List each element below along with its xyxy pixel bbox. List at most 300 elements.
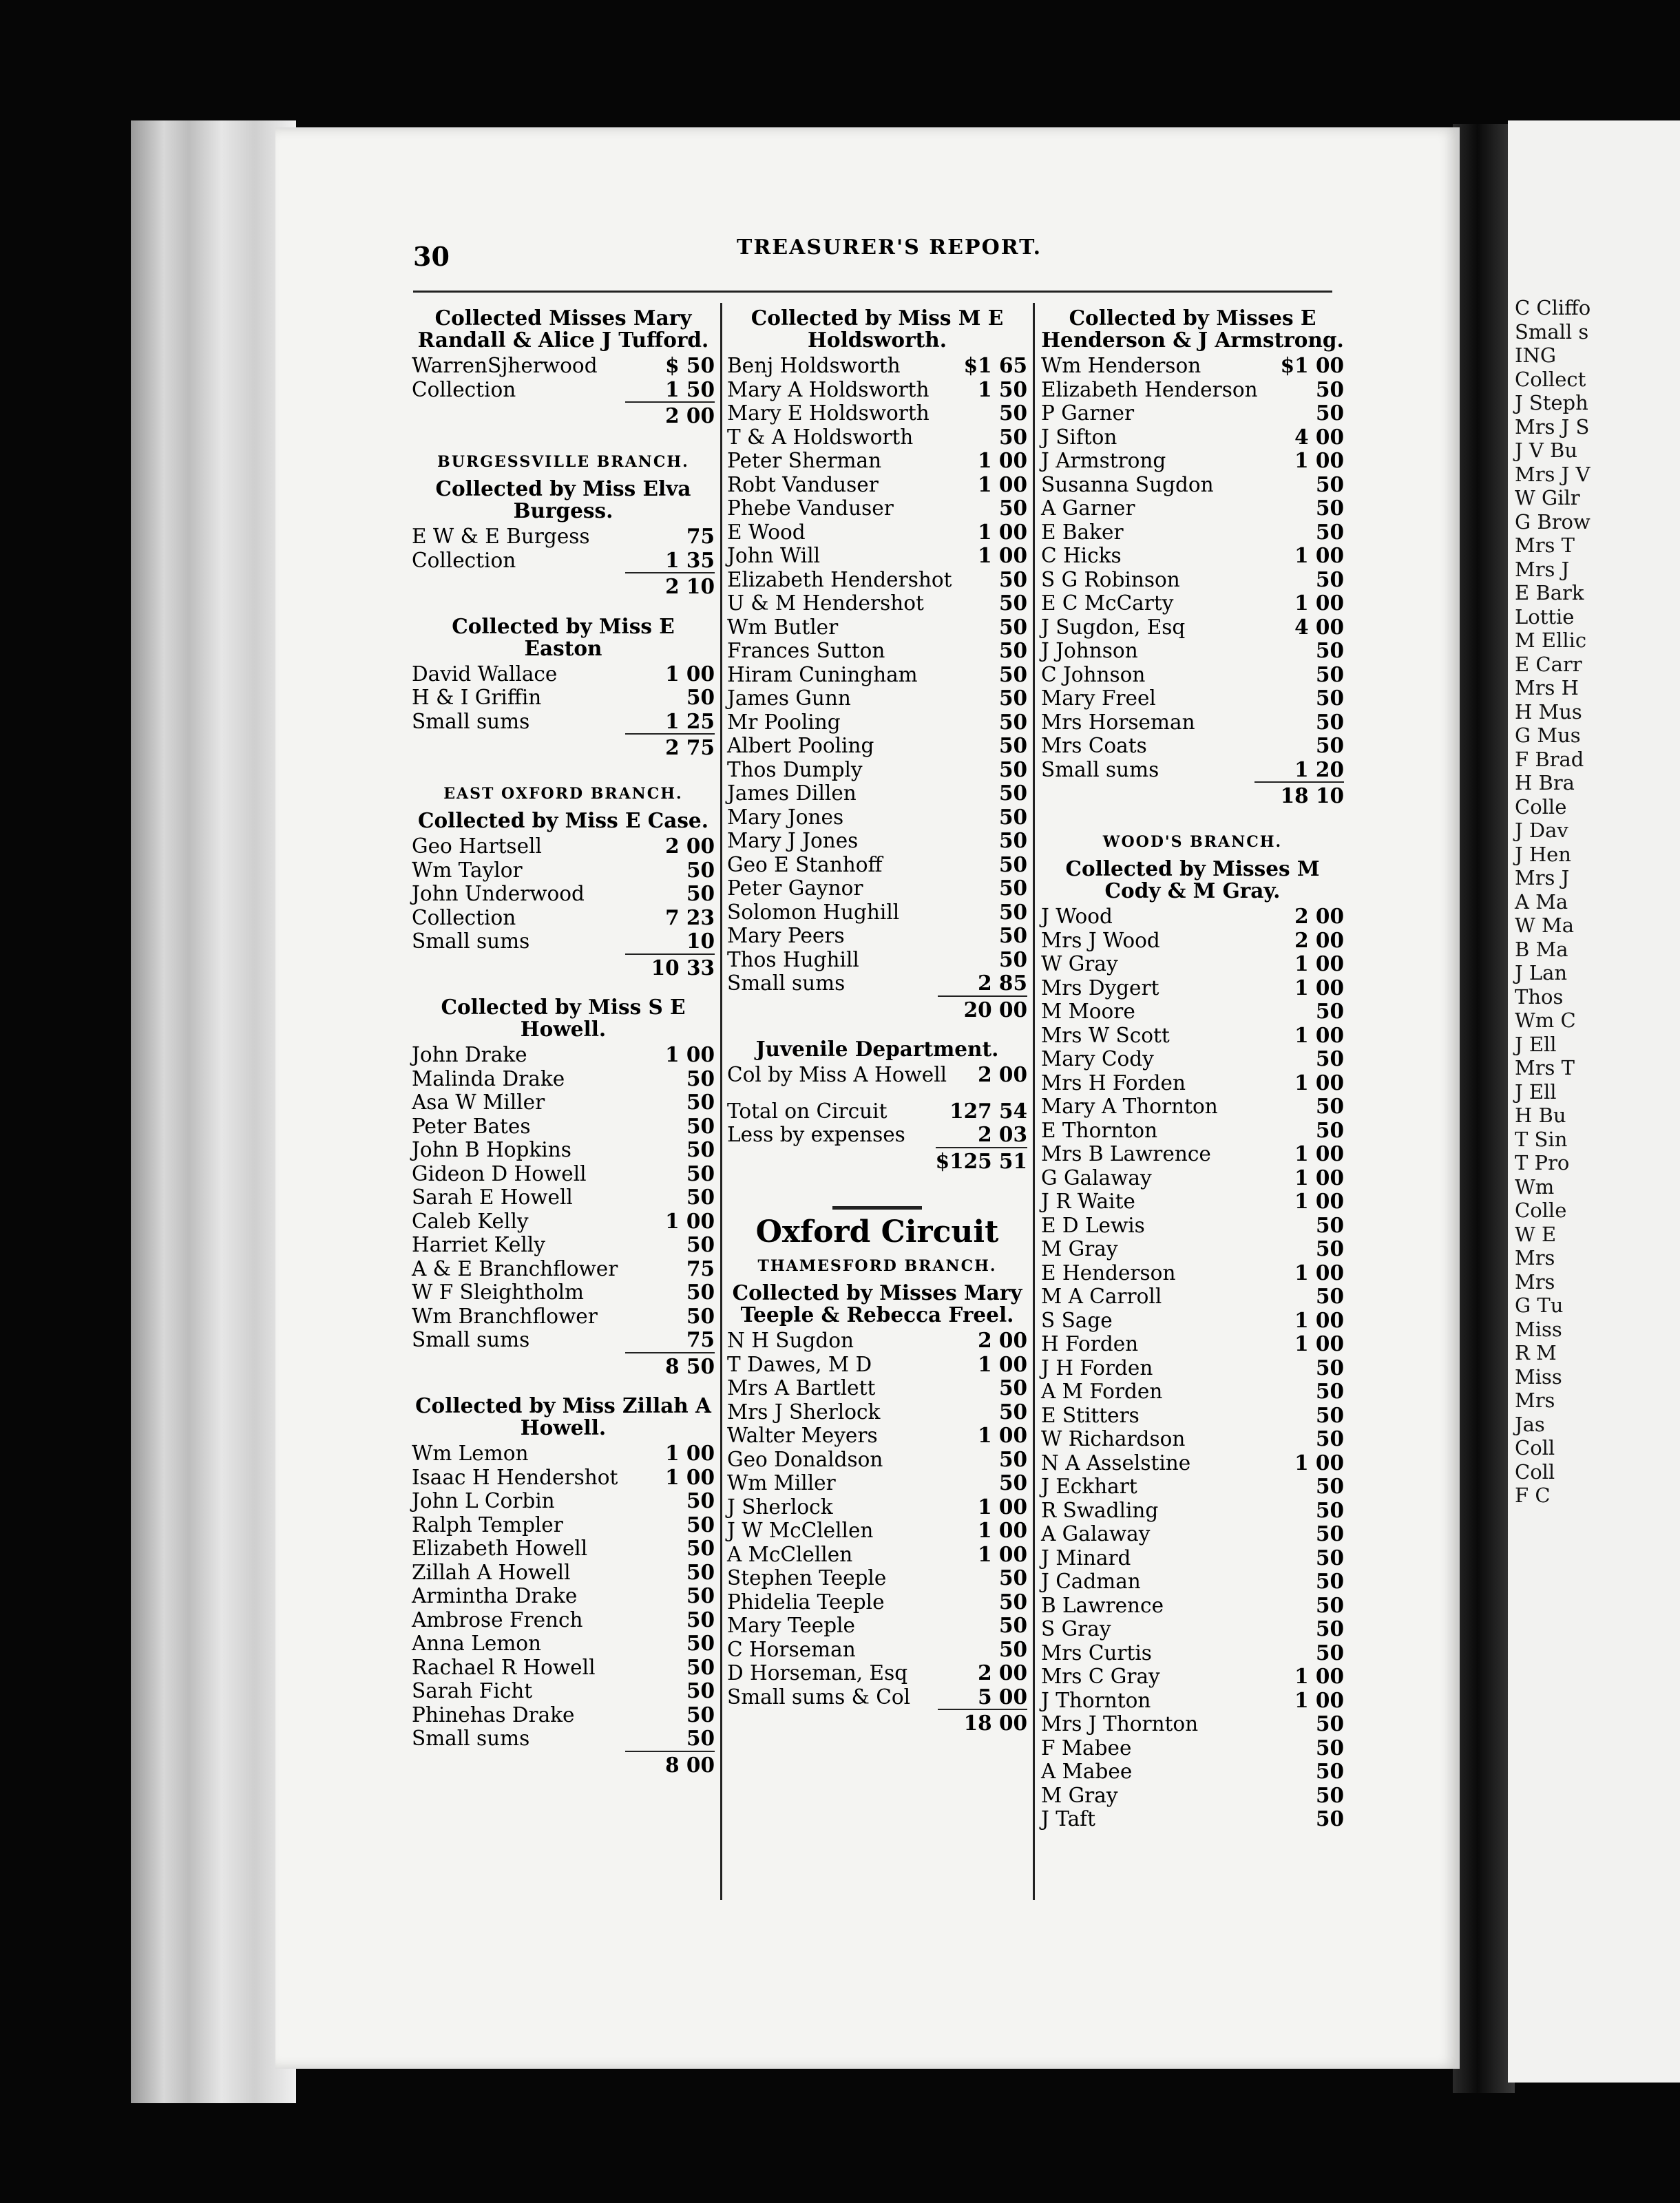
contributor-name: Peter Bates [412,1114,531,1138]
contribution-amount: 50 [1315,662,1344,686]
section-total: 8 50 [625,1352,715,1379]
branch-heading: THAMESFORD BRANCH. [757,1256,997,1275]
contribution-amount: 50 [998,614,1027,639]
right-page-line: Wm C [1515,1009,1576,1032]
contribution-amount: 50 [686,1726,715,1750]
collector-heading: Collected by Miss E Easton [452,613,675,660]
contributor-name: E Stitters [1041,1403,1140,1427]
ledger-row [1041,1807,1344,1831]
ledger-row [412,1067,715,1091]
contribution-amount: 50 [1315,1212,1344,1237]
contribution-amount: 50 [1315,733,1344,757]
ledger-row [1041,1190,1344,1214]
contribution-amount: 50 [1315,1284,1344,1308]
contribution-amount: 1 00 [978,543,1027,567]
contribution-amount: 50 [998,1375,1027,1400]
contributor-name: Sarah E Howell [412,1185,573,1209]
contribution-amount: 50 [998,638,1027,662]
ledger-row [1041,401,1344,425]
contribution-amount: 75 [686,1256,715,1280]
right-page-line: G Mus [1515,724,1581,747]
contributor-name: WarrenSjherwood [412,354,598,377]
contribution-amount: 50 [998,401,1027,425]
contributor-name: John Will [727,544,821,567]
contributor-name: W Gray [1041,952,1118,976]
contributor-name: J W McClellen [727,1519,874,1542]
contribution-amount: 1 00 [978,1518,1027,1542]
contribution-amount: 4 00 [1294,424,1344,449]
ledger-row [1041,1071,1344,1095]
contribution-amount: 50 [998,709,1027,734]
running-head: TREASURER'S REPORT. [737,235,1042,260]
section-gap [412,760,715,772]
contributor-name: Mrs A Bartlett [727,1376,876,1400]
contributor-name: Small sums [412,1727,530,1750]
contribution-amount: 50 [1315,1640,1344,1665]
contributor-name: Harriet Kelly [412,1233,545,1256]
ledger-row [727,1063,1027,1087]
page-number: 30 [413,241,450,272]
ledger-row [1041,710,1344,735]
ledger-row [727,853,1027,877]
contributor-name: Malinda Drake [412,1066,565,1090]
contribution-amount: 1 00 [1294,1070,1344,1095]
ledger-row [727,496,1027,520]
contributor-name: Rachael R Howell [412,1655,596,1679]
contributor-name: Armintha Drake [412,1584,578,1608]
contributor-name: Stephen Teeple [727,1566,887,1590]
right-page-line: H Bra [1515,771,1575,794]
contributor-name: Col by Miss A Howell [727,1063,947,1086]
contributor-name: Mary E Holdsworth [727,401,930,425]
contributor-name: J Armstrong [1041,449,1166,472]
contribution-amount: 1 50 [665,377,715,401]
collector-heading: Collected Misses Mary Randall & Alice J Tufford. [417,306,709,352]
contributor-name: S Gray [1041,1617,1111,1641]
ledger-row [1041,1166,1344,1190]
collector-heading: Collected by Misses M Cody & M Gray. [1065,856,1320,903]
contribution-amount: 50 [1315,1806,1344,1831]
contribution-amount: 50 [1315,1521,1344,1546]
contributor-name: Elizabeth Hendershot [727,567,952,591]
ledger-row [1041,1261,1344,1285]
collector-heading: Collected by Misses E Henderson & J Armstrong. [1041,306,1344,352]
contributor-name: Anna Lemon [412,1632,542,1655]
ledger-row [727,829,1027,853]
contributor-name: Mary Jones [727,805,844,829]
contributor-name: Mrs Curtis [1041,1641,1152,1665]
contributor-name: Peter Sherman [727,449,882,472]
ledger-row [1041,378,1344,402]
contribution-amount: $ 50 [665,353,715,377]
ledger-row [1041,591,1344,615]
ledger-row [727,1353,1027,1377]
contributor-name: Mary J Jones [727,829,859,852]
contribution-amount: 50 [686,1488,715,1512]
right-page-line: J Ell [1515,1032,1557,1056]
contribution-amount: 50 [686,1654,715,1679]
section-total: 10 33 [625,953,715,980]
book-page-edges [131,120,296,2103]
ledger-row [727,686,1027,710]
contributor-name: C Johnson [1041,662,1146,686]
contribution-amount: 1 35 [665,547,715,572]
ledger-row [412,549,715,573]
contribution-amount: 50 [686,1066,715,1090]
right-page-line: W E [1515,1222,1557,1246]
contributor-name: Mary A Holdsworth [727,377,930,401]
right-page-line: T Sin [1515,1127,1568,1151]
contributor-name: Zillah A Howell [412,1560,571,1584]
ledger-row [727,710,1027,735]
contributor-name: A M Forden [1041,1380,1163,1403]
contributor-name: J Thornton [1041,1688,1151,1712]
contribution-amount: 50 [686,1559,715,1584]
collector-heading: Collected by Misses Mary Teeple & Rebecca Freel. [732,1280,1022,1327]
contribution-amount: 1 00 [978,472,1027,496]
right-page-line: Colle [1515,1199,1567,1222]
ledger-row [412,1727,715,1751]
ledger-row [1041,1712,1344,1736]
contributor-name: Mrs C Gray [1041,1665,1160,1688]
right-page-line: Miss [1515,1317,1562,1341]
ledger-row [412,1584,715,1608]
contribution-amount: 50 [998,876,1027,900]
right-page-line: M Ellic [1515,629,1587,652]
ledger-row [727,734,1027,758]
contributor-name: Mrs J Thornton [1041,1712,1199,1736]
ledger-row [1041,1427,1344,1451]
contributor-name: John L Corbin [412,1489,555,1512]
ledger-row [1041,354,1344,378]
ledger-row [1041,734,1344,758]
ledger-row [727,568,1027,592]
section-total: 2 10 [625,572,715,599]
contributor-name: Mary A Thornton [1041,1095,1218,1118]
contribution-amount: 50 [1315,496,1344,520]
contributor-name: P Garner [1041,401,1135,425]
contributor-name: Mrs W Scott [1041,1023,1170,1047]
right-page-line: Colle [1515,794,1567,819]
contributor-name: F Mabee [1041,1736,1132,1760]
ledger-row [1041,473,1344,497]
contribution-amount: 50 [1315,1545,1344,1570]
ledger-row [727,591,1027,615]
contribution-amount: 1 00 [1294,975,1344,1000]
contribution-amount: 50 [1315,1236,1344,1261]
ledger-row [1041,1689,1344,1713]
contribution-amount: $1 65 [963,353,1027,377]
contribution-amount: 50 [686,1161,715,1185]
contribution-amount: $1 00 [1280,353,1344,377]
contribution-amount: 50 [998,899,1027,924]
right-page-line: Jas [1515,1412,1545,1436]
contributor-name: Small sums [412,929,530,953]
contributor-name: John Drake [412,1043,527,1066]
contributor-name: Albert Pooling [727,734,874,757]
section-total-row [412,953,715,980]
contribution-amount: 50 [998,852,1027,876]
contribution-amount: 50 [998,591,1027,615]
ledger-row [727,1543,1027,1567]
right-page-line: Mrs [1515,1389,1555,1412]
right-page-line: F C [1515,1484,1551,1507]
contribution-amount: 1 00 [665,1042,715,1066]
ledger-row [412,1138,715,1162]
contribution-amount: 50 [998,424,1027,449]
ledger-row [412,1442,715,1466]
contribution-amount: 2 00 [1294,904,1344,928]
branch-heading: BURGESSVILLE BRANCH. [437,452,689,471]
section-gap [727,1173,1027,1185]
contribution-amount: 1 00 [1294,1307,1344,1332]
contributor-name: Geo Donaldson [727,1447,883,1471]
ledger-row [1041,1404,1344,1428]
ledger-row [412,1185,715,1210]
collector-heading: Collected by Miss E Case. [418,808,708,832]
right-page-line: C Cliffo [1515,296,1591,319]
section-total: 2 75 [625,733,715,760]
contributor-name: Mrs Coats [1041,734,1147,757]
ledger-row [412,1513,715,1537]
ledger-row [1041,496,1344,520]
contribution-amount: 1 00 [1294,448,1344,472]
contribution-amount: 1 00 [1294,951,1344,976]
contribution-amount: 10 [686,929,715,953]
contribution-amount: 1 00 [1294,591,1344,615]
ledger-row [1041,425,1344,450]
contribution-amount: 1 00 [665,1441,715,1465]
ledger-row [412,1489,715,1513]
section-total-row [412,733,715,760]
ledger-row [727,924,1027,948]
contributor-name: S G Robinson [1041,567,1180,591]
right-page-line: J Dav [1515,819,1568,842]
right-page-line: J Hen [1515,842,1571,866]
ledger-row [1041,1594,1344,1618]
contribution-amount: 50 [686,1090,715,1114]
right-page-line: Mrs T [1515,534,1575,557]
contributor-name: E D Lewis [1041,1213,1145,1237]
ledger-row [1041,1142,1344,1166]
ledger-row [1041,758,1344,782]
contribution-amount: 7 23 [665,905,715,929]
ledger-row [1041,1237,1344,1261]
contributor-name: Hiram Cuningham [727,662,918,686]
contribution-amount: 1 00 [978,448,1027,472]
ledger-row [1041,976,1344,1000]
contributor-name: J Cadman [1041,1570,1141,1593]
contributor-name: Small sums [412,1328,530,1351]
contributor-name: J Taft [1041,1807,1095,1831]
contribution-amount: 50 [998,1446,1027,1471]
contribution-amount: 50 [998,1471,1027,1495]
section-total: 18 10 [1254,781,1344,808]
ledger-row [412,1305,715,1329]
contributor-name: Mrs J Sherlock [727,1400,881,1424]
contributor-name: Wm Taylor [412,858,523,882]
ledger-row [727,971,1027,995]
section-gap [1041,808,1344,821]
contributor-name: Phinehas Drake [412,1703,575,1727]
contributor-name: W F Sleightholm [412,1280,584,1304]
ledger-row [1041,615,1344,640]
contributor-name: Geo Hartsell [412,834,542,858]
right-page-line: Mrs [1515,1246,1555,1269]
contributor-name: Small sums [727,971,846,995]
ledger-row [1041,686,1344,710]
right-page-line: Mrs H [1515,676,1579,699]
ledger-row [412,1561,715,1585]
contribution-amount: 50 [686,1185,715,1209]
contributor-name: R Swadling [1041,1498,1159,1522]
contributor-name: Frances Sutton [727,639,885,662]
contributor-name: Collection [412,377,516,401]
right-page-line: G Tu [1515,1294,1564,1317]
contributor-name: Collection [412,905,516,929]
section-total-row [412,1751,715,1778]
section-total-row [412,401,715,428]
ledger-row [1041,1475,1344,1499]
contribution-amount: 50 [1315,1474,1344,1498]
ledger-row [1041,1024,1344,1048]
contributor-name: Mrs Dygert [1041,976,1159,1000]
section-total-row [1041,781,1344,808]
ledger-row [727,1471,1027,1495]
right-page-line: G Brow [1515,509,1590,534]
contribution-amount: 50 [1315,1426,1344,1451]
contribution-amount: 1 00 [665,661,715,686]
contributor-name: Peter Gaynor [727,876,863,900]
branch-heading: WOOD'S BRANCH. [1102,832,1283,851]
right-page-line: F Brad [1515,747,1584,771]
ledger-row [412,662,715,686]
contributor-name: Asa W Miller [412,1090,545,1114]
contributor-name: Caleb Kelly [412,1209,529,1233]
contribution-amount: 50 [998,1589,1027,1614]
right-page-line: B Ma [1515,937,1568,961]
section-total: 2 00 [625,401,715,428]
contributor-name: Elizabeth Howell [412,1537,588,1560]
ledger-row [412,1537,715,1561]
ledger-column-3 [1041,303,1344,1831]
contribution-amount: 1 00 [978,1541,1027,1566]
contributor-name: E Henderson [1041,1261,1176,1285]
right-page-line: J Ell [1515,1079,1557,1104]
contributor-name: James Dillen [727,781,857,805]
contribution-amount: 50 [998,781,1027,805]
ledger-column-2 [727,303,1027,1736]
contribution-amount: 50 [1315,377,1344,401]
contribution-amount: 50 [686,1583,715,1608]
contribution-amount: 50 [998,567,1027,591]
contribution-amount: 1 00 [1294,1022,1344,1047]
section-total-row [727,995,1027,1022]
contribution-amount: 1 00 [665,1208,715,1233]
contributor-name: Mary Peers [727,924,845,947]
section-gap [412,599,715,611]
contribution-amount: 50 [1315,1735,1344,1760]
contribution-amount: 50 [1315,999,1344,1023]
ledger-row [727,378,1027,402]
contribution-amount: 50 [1315,1355,1344,1380]
contributor-name: A Galaway [1041,1522,1151,1546]
contribution-amount: 50 [1315,1782,1344,1807]
contribution-amount: 50 [1315,1759,1344,1783]
ledger-row [412,1162,715,1186]
right-page-line: Miss [1515,1364,1562,1389]
ledger-row [727,1329,1027,1353]
contributor-name: J Minard [1041,1546,1131,1570]
contributor-name: Walter Meyers [727,1424,878,1447]
header-rule [413,291,1332,293]
contributor-name: John B Hopkins [412,1138,571,1161]
ledger-row [412,834,715,858]
ledger-row [412,1210,715,1234]
ledger-row [412,1328,715,1352]
ledger-row [1041,1047,1344,1071]
contributor-name: E Thornton [1041,1118,1158,1142]
contributor-name: Ambrose French [412,1608,583,1632]
contributor-name: E W & E Burgess [412,525,590,548]
contribution-amount: 50 [1315,1592,1344,1617]
right-page-fragment [1508,120,1680,2083]
contributor-name: Small sums [412,709,530,733]
contributor-name: A & E Branchflower [412,1256,618,1280]
contributor-name: Mrs J Wood [1041,928,1160,952]
section-gap [412,1378,715,1391]
contribution-amount: 1 00 [978,1423,1027,1447]
column-separator [720,303,722,1900]
ledger-row [1041,1546,1344,1570]
contributor-name: A Mabee [1041,1760,1133,1783]
contributor-name: Isaac H Hendershot [412,1465,618,1489]
ledger-row [412,858,715,883]
ledger-row [727,781,1027,805]
ledger-row [412,1280,715,1305]
right-page-line: Mrs T [1515,1056,1575,1079]
ledger-row [412,686,715,710]
contribution-amount: 50 [1315,472,1344,496]
contributor-name: J Eckhart [1041,1475,1137,1498]
ledger-row [1041,639,1344,663]
decorative-rule [832,1206,922,1210]
contribution-amount: 50 [1315,709,1344,734]
contributor-name: Wm Miller [727,1471,836,1495]
contribution-amount: 1 25 [665,708,715,733]
right-page-lines [1508,120,1680,1508]
contribution-amount: 50 [998,496,1027,520]
contributor-name: Wm Henderson [1041,354,1201,377]
contribution-amount: 127 54 [949,1098,1027,1123]
ledger-row [1041,1119,1344,1143]
column-separator [1033,303,1035,1900]
contribution-amount: 50 [686,1702,715,1727]
ledger-row [1041,1356,1344,1380]
contributor-name: E Wood [727,520,806,544]
contributor-name: J Sugdon, Esq [1041,615,1186,639]
contribution-amount: 50 [1315,519,1344,544]
contributor-name: U & M Hendershot [727,591,924,615]
contribution-amount: 50 [686,881,715,905]
contribution-amount: 1 00 [1294,1664,1344,1688]
contribution-amount: 1 00 [1294,1450,1344,1475]
contributor-name: J Sifton [1041,425,1117,449]
ledger-row [1041,449,1344,473]
ledger-row [1041,1451,1344,1475]
contributor-name: Wm Butler [727,615,839,639]
ledger-row [727,425,1027,450]
